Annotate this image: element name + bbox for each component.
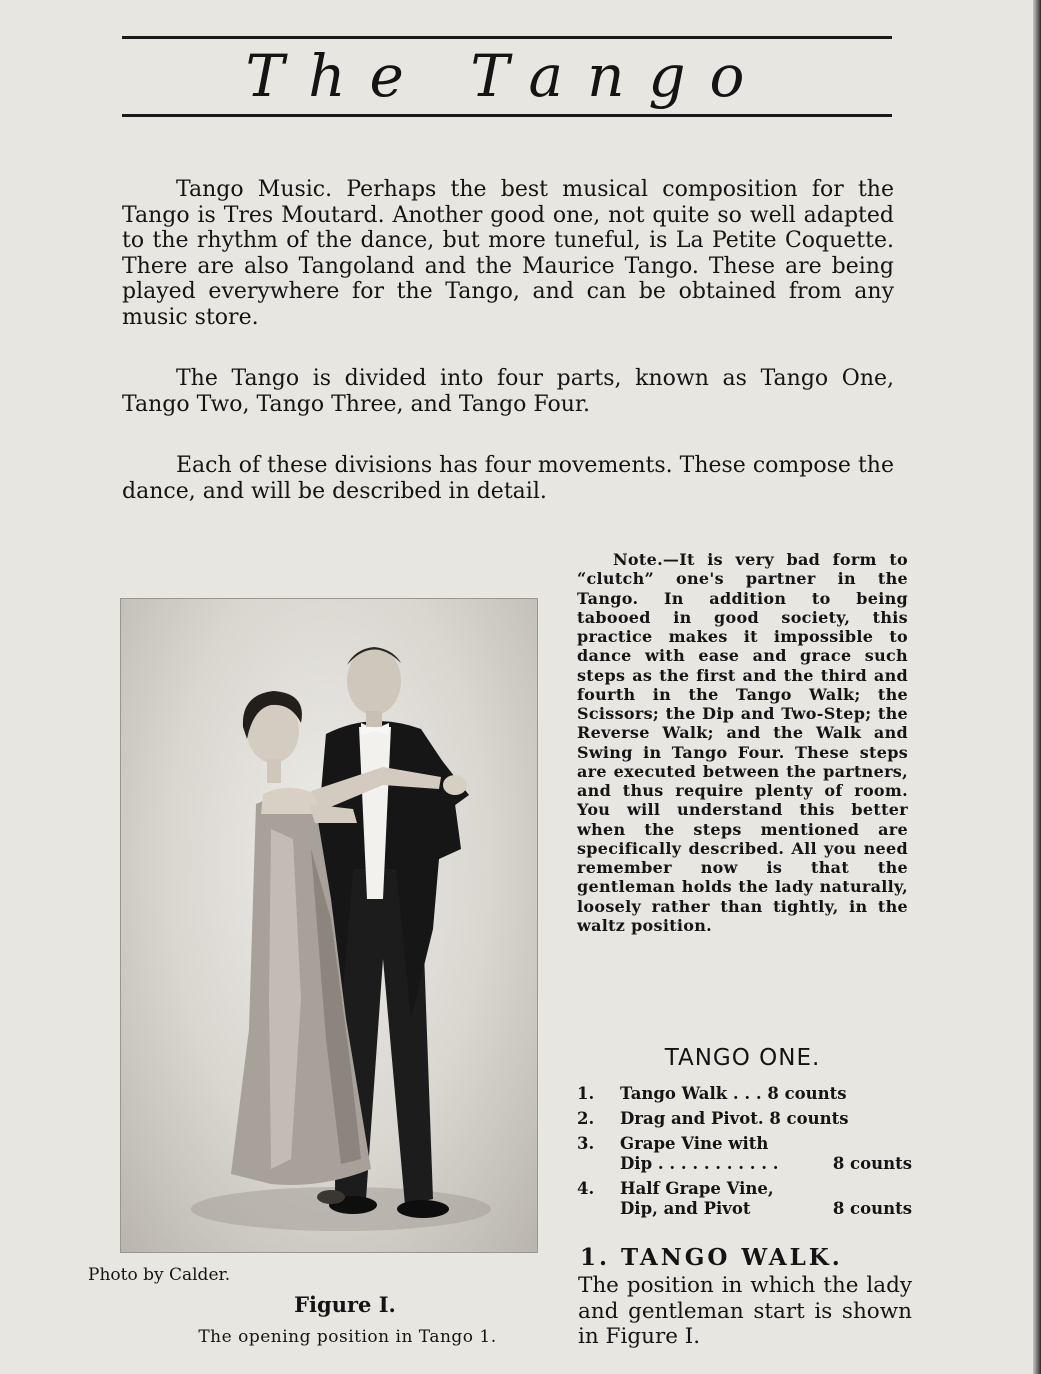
steps-list xyxy=(577,1084,912,1224)
list-item xyxy=(577,1109,912,1129)
list-item xyxy=(577,1134,912,1174)
step-counts: 8 counts xyxy=(832,1154,912,1173)
step-name: Tango Walk . . . 8 counts xyxy=(620,1084,847,1103)
subsection-text: The position in which the lady and gentleman start is shown in Figure I. xyxy=(578,1273,912,1349)
paragraph-four-parts: The Tango is divided into four parts, known as Tango One, Tango Two, Tango Three, and Tango Four. xyxy=(122,366,894,417)
paragraph-four-movements: Each of these divisions has four movements. These compose the dance, and will be described in detail. xyxy=(122,453,894,504)
title-rule-bottom xyxy=(122,114,892,117)
photo-credit: Photo by Calder. xyxy=(88,1265,231,1285)
binding-edge xyxy=(1033,0,1041,1374)
list-item xyxy=(577,1179,912,1219)
step-name: Drag and Pivot. 8 counts xyxy=(620,1109,849,1128)
step-number: 1. xyxy=(577,1084,595,1103)
step-name: Dip . . . . . . . . . . . xyxy=(620,1154,779,1173)
step-number: 4. xyxy=(577,1179,595,1198)
figure-caption: The opening position in Tango 1. xyxy=(198,1327,497,1347)
step-name: Grape Vine with xyxy=(620,1134,769,1153)
subsection-heading: 1. TANGO WALK. xyxy=(580,1244,843,1271)
page-title: The Tango xyxy=(245,42,769,110)
step-number: 3. xyxy=(577,1134,595,1153)
step-name: Half Grape Vine, xyxy=(620,1179,774,1198)
figure-label: Figure I. xyxy=(294,1292,396,1317)
title-rule-top xyxy=(122,36,892,39)
list-item xyxy=(577,1084,912,1104)
step-name: Dip, and Pivot xyxy=(620,1199,751,1218)
note-paragraph: Note.—It is very bad form to “clutch” one's partner in the Tango. In addition to being tabooed in good society, this practice makes it impossible to dance with ease and grace such steps as the first and the third and fourth in the Tango Walk; the Scissors; the Dip and Two-Step; the Reverse Walk; and the Walk and Swing in Tango Four. These steps are executed between the partners, and thus require plenty of room. You will understand this better when the steps mentioned are specifically described. All you need remember now is that the gentleman holds the lady naturally, loosely rather than tightly, in the waltz position. xyxy=(577,550,908,935)
step-counts: 8 counts xyxy=(832,1199,912,1218)
section-heading: TANGO ONE. xyxy=(664,1045,821,1071)
paragraph-tango-music: Tango Music. Perhaps the best musical composition for the Tango is Tres Moutard. Another good one, not quite so well adapted to the rhythm of the dance, but more tuneful, is La Petite Coquette. There are also Tangoland and the Maurice Tango. These are being played everywhere for the Tango, and can be obtained from any music store. xyxy=(122,177,894,330)
step-number: 2. xyxy=(577,1109,595,1128)
figure-photo xyxy=(120,598,538,1253)
